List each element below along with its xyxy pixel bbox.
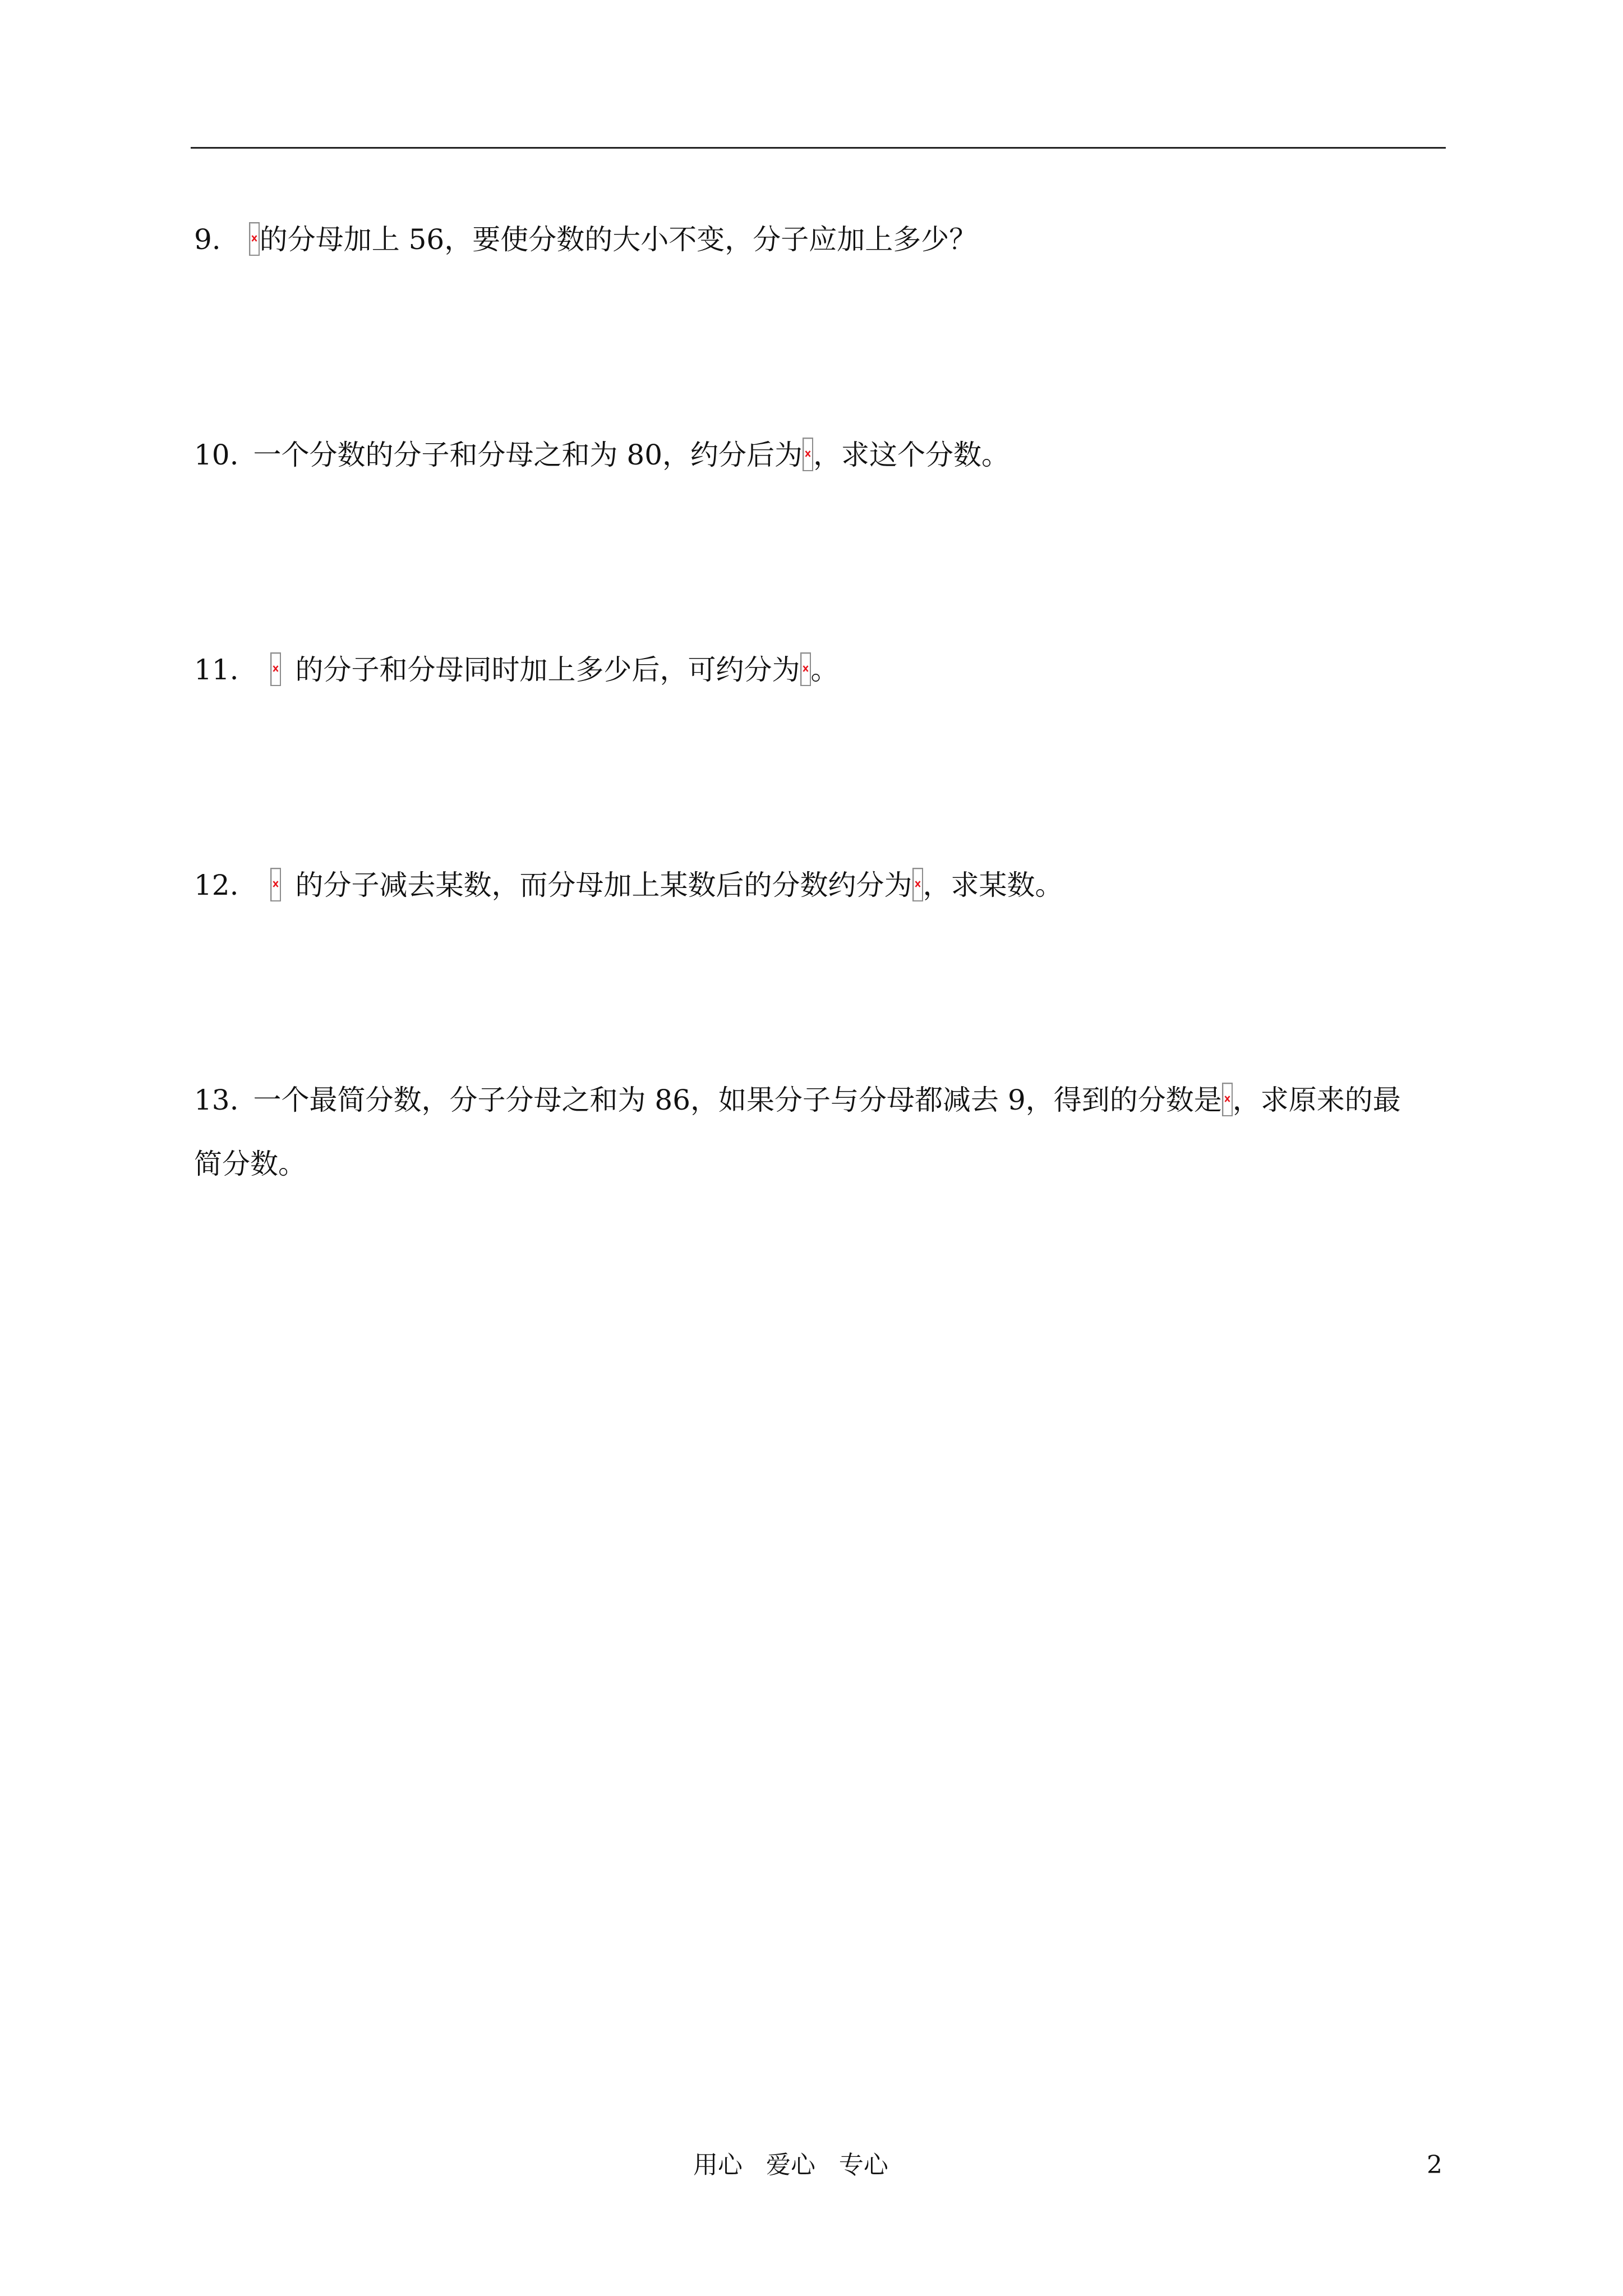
question-text: 一个最简分数，分子分母之和为 86，如果分子与分母都减去 9，得到的分数是 bbox=[253, 1084, 1222, 1116]
broken-image-icon bbox=[1222, 1083, 1233, 1116]
question-number: 9. bbox=[194, 223, 221, 256]
broken-image-icon bbox=[803, 438, 813, 471]
question-text: 的分母加上 56，要使分数的大小不变，分子应加上多少？ bbox=[259, 223, 978, 256]
question-text: 一个分数的分子和分母之和为 80，约分后为 bbox=[253, 439, 803, 471]
header-rule bbox=[191, 147, 1446, 149]
broken-image-icon bbox=[912, 868, 923, 901]
broken-image-icon bbox=[270, 868, 281, 901]
page-number: 2 bbox=[1427, 2151, 1442, 2179]
question-13-continuation: 简分数。 bbox=[194, 1148, 306, 1180]
question-number: 11. bbox=[194, 654, 239, 686]
question-9 bbox=[194, 222, 977, 256]
question-text: 的分子和分母同时加上多少后，可约分为 bbox=[295, 654, 800, 686]
question-number: 13. bbox=[194, 1084, 239, 1116]
question-number: 10. bbox=[194, 439, 239, 471]
question-11 bbox=[194, 652, 839, 686]
question-text-end: ，求这个分数。 bbox=[813, 439, 1010, 471]
question-13 bbox=[194, 1083, 1401, 1116]
question-10 bbox=[194, 438, 1009, 471]
question-text: 的分子减去某数，而分母加上某数后的分数约分为 bbox=[295, 869, 912, 901]
question-number: 12. bbox=[194, 869, 239, 901]
question-12 bbox=[194, 868, 1063, 901]
broken-image-icon bbox=[800, 652, 811, 686]
question-text-end: ，求某数。 bbox=[923, 869, 1063, 901]
broken-image-icon bbox=[270, 652, 281, 686]
broken-image-icon bbox=[249, 222, 260, 256]
question-text-end: ，求原来的最 bbox=[1232, 1084, 1401, 1116]
question-text-end: 。 bbox=[810, 654, 839, 686]
footer-motto: 用心 爱心 专心 bbox=[693, 2151, 888, 2179]
